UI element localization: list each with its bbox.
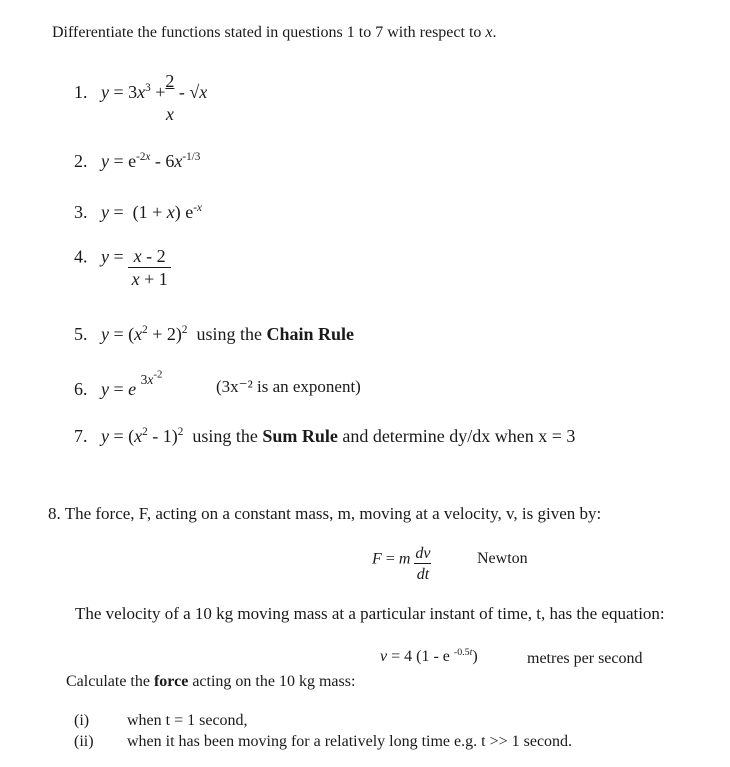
force-unit: Newton xyxy=(477,550,528,567)
question-number: 4. xyxy=(74,246,88,267)
question-6-equation: y = e $^{3x^{-2}}$ xyxy=(101,368,163,400)
part-ii-text: when it has been moving for a relatively long time e.g. t >> 1 second. xyxy=(127,733,573,750)
question-5-tail: using the xyxy=(196,324,262,344)
question-7-tail: and determine dy/dx when x = 3 xyxy=(342,426,576,446)
question-number: 2. xyxy=(74,151,88,171)
velocity-unit: metres per second xyxy=(527,650,643,667)
question-number: 1. xyxy=(74,81,88,102)
calculate-instruction xyxy=(66,673,355,691)
question-2 xyxy=(74,151,200,172)
question-8 xyxy=(48,504,601,524)
velocity-equation: v = 4 (1 - e $^{-0.5t}$) xyxy=(380,646,478,665)
instructions-text: Differentiate the functions stated in questions 1 to 7 with respect to x. xyxy=(52,24,497,41)
calc-post: acting on the 10 kg mass: xyxy=(192,673,356,690)
force-equation: F = m $\frac{dv}{dt}$ xyxy=(372,545,431,584)
question-8-statement: The force, F, acting on a constant mass, m, moving at a velocity, v, is given by: xyxy=(64,504,602,523)
question-2-equation: $y = e^{-2x} - 6x^{-1/3}$ xyxy=(101,151,201,171)
question-7 xyxy=(74,426,575,447)
question-3-equation: y = (1 + x) $e^{-x}$ xyxy=(101,202,202,222)
question-number: 6. xyxy=(74,379,88,400)
instructions xyxy=(52,24,497,42)
part-i-label: (i) xyxy=(74,712,90,729)
question-1: 1. $y = 3x^3$ + $\frac{2}{x}$ - √x xyxy=(74,71,208,124)
part-i-text: when t = 1 second, xyxy=(127,712,248,729)
calc-bold: force xyxy=(153,673,189,690)
question-5 xyxy=(74,324,354,345)
question-6 xyxy=(74,368,163,400)
question-4-fraction: $\frac{x - 2}{x + 1}$ xyxy=(128,246,171,290)
sum-rule-label: Sum Rule xyxy=(262,426,338,446)
chain-rule-label: Chain Rule xyxy=(266,324,354,344)
question-7-mid: using the xyxy=(192,426,258,446)
question-3 xyxy=(74,202,202,223)
question-7-equation: $y = (x^2 - 1)^2$ xyxy=(101,426,184,446)
question-1-fraction: $\frac{2}{x}$ xyxy=(165,71,175,124)
question-4-equation: y = xyxy=(101,246,129,267)
question-4 xyxy=(74,246,171,290)
question-number: 3. xyxy=(74,202,88,222)
question-number: 8. xyxy=(48,504,61,523)
question-5-equation: $y = (x^2 + 2)^2$ xyxy=(101,324,188,344)
question-1-equation: $y = 3x^3$ + xyxy=(101,81,166,102)
question-6-note: (3x⁻² is an exponent) xyxy=(216,377,361,396)
calc-pre: Calculate the xyxy=(66,673,150,690)
question-number: 7. xyxy=(74,426,88,446)
velocity-statement: The velocity of a 10 kg moving mass at a particular instant of time, t, has the equation: xyxy=(75,604,665,623)
question-number: 5. xyxy=(74,324,88,344)
part-ii-label: (ii) xyxy=(74,733,94,750)
